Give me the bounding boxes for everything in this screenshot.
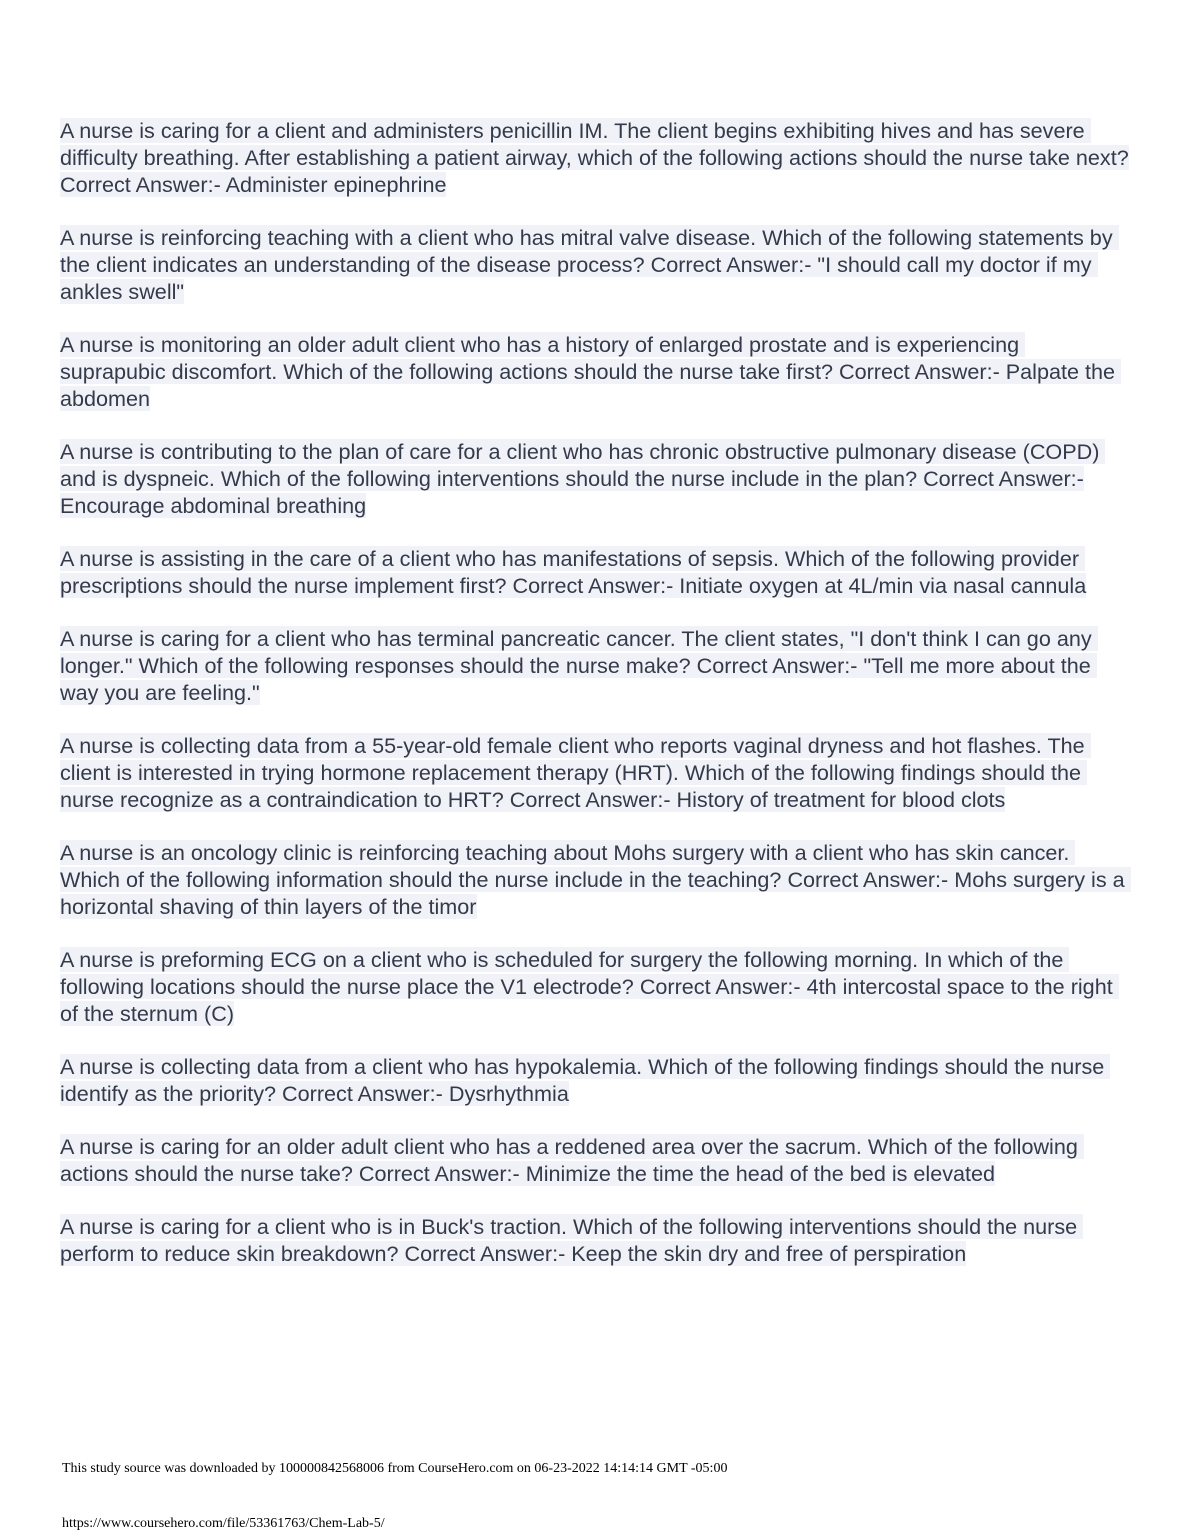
answer-text: Initiate oxygen at 4L/min via nasal cannula (679, 572, 1087, 598)
question-text: A nurse is assisting in the care of a client who has manifestations of sepsis. Which of the following provider prescriptions should the nurse implement first? (60, 545, 1086, 598)
qa-item-1 (60, 118, 1130, 198)
answer-text: Palpate the abdomen (60, 358, 1122, 411)
qa-item-6 (60, 626, 1130, 706)
answer-label: Correct Answer:- (60, 171, 221, 197)
answer-label: Correct Answer:- (696, 652, 858, 678)
answer-label: Correct Answer:- (923, 465, 1084, 491)
answer-text: "I should call my doctor if my ankles swell" (60, 251, 1098, 304)
answer-label: Correct Answer:- (838, 358, 1000, 384)
answer-label: Correct Answer:- (282, 1080, 443, 1106)
question-text: A nurse is caring for a client who is in Buck's traction. Which of the following interventions should the nurse perform to reduce skin breakdown? (60, 1214, 1084, 1267)
question-text: A nurse is reinforcing teaching with a client who has mitral valve disease. Which of the following statements by the client indicates an understanding of the disease process? (60, 224, 1119, 277)
qa-item-11 (60, 1134, 1130, 1188)
qa-item-9 (60, 947, 1130, 1027)
qa-item-3 (60, 332, 1130, 412)
qa-item-5 (60, 546, 1130, 600)
qa-item-8 (60, 840, 1130, 920)
download-notice: This study source was downloaded by 100000842568006 from CourseHero.com on 06-23-2022 14:14:14 GMT -05:00 (62, 1461, 728, 1476)
answer-label: Correct Answer:- (509, 786, 671, 812)
question-text: A nurse is an oncology clinic is reinforcing teaching about Mohs surgery with a client who has skin cancer. Which of the following information should the nurse include in the teaching? (60, 840, 1076, 892)
question-text: A nurse is caring for a client who has terminal pancreatic cancer. The client states, "I don't think I can go any longer." Which of the following responses should the nurse make? (60, 626, 1098, 678)
qa-item-7 (60, 733, 1130, 813)
question-text: A nurse is monitoring an older adult client who has a history of enlarged prostate and is experiencing suprapubic discomfort. Which of the following actions should the nurse take first? (60, 331, 1026, 384)
qa-item-2 (60, 225, 1130, 305)
question-text: A nurse is preforming ECG on a client who is scheduled for surgery the following morning. In which of the following locations should the nurse place the V1 electrode? (60, 947, 1070, 999)
source-url: https://www.coursehero.com/file/53361763/Chem-Lab-5/ (62, 1516, 385, 1531)
question-text: A nurse is contributing to the plan of care for a client who has chronic obstructive pulmonary disease (COPD) and is dyspneic. Which of the following interventions should the nurse include in the plan? (60, 438, 1106, 491)
qa-item-10 (60, 1054, 1130, 1108)
answer-label: Correct Answer:- (404, 1241, 566, 1267)
question-text: A nurse is collecting data from a 55-year-old female client who reports vaginal dryness and hot flashes. The client is interested in trying hormone replacement therapy (HRT). Which of the following findings should the nurse recognize as a contraindication to HRT? (60, 733, 1091, 812)
answer-label: Correct Answer:- (358, 1161, 520, 1187)
answer-text: Administer epinephrine (225, 171, 447, 197)
answer-label: Correct Answer:- (787, 866, 949, 892)
qa-list (60, 118, 1130, 1295)
answer-text: 4th intercostal space to the right of the sternum (C) (60, 973, 1119, 1026)
qa-item-12 (60, 1214, 1130, 1268)
qa-item-4 (60, 439, 1130, 519)
question-text: A nurse is caring for a client and administers penicillin IM. The client begins exhibiting hives and has severe difficulty breathing. After establishing a patient airway, which of the following actions should the nurse take next? (60, 118, 1129, 170)
answer-label: Correct Answer:- (650, 251, 812, 277)
answer-text: History of treatment for blood clots (676, 786, 1006, 812)
question-text: A nurse is caring for an older adult client who has a reddened area over the sacrum. Which of the following actions should the nurse take? (60, 1134, 1084, 1187)
answer-text: Minimize the time the head of the bed is elevated (525, 1161, 996, 1187)
answer-text: Mohs surgery is a horizontal shaving of thin layers of the timor (60, 866, 1131, 919)
answer-text: Keep the skin dry and free of perspiration (571, 1241, 967, 1267)
question-text: A nurse is collecting data from a client who has hypokalemia. Which of the following findings should the nurse identify as the priority? (60, 1054, 1111, 1106)
answer-text: Dysrhythmia (448, 1080, 569, 1106)
answer-text: "Tell me more about the way you are feeling." (60, 652, 1097, 705)
answer-label: Correct Answer:- (512, 572, 674, 598)
answer-label: Correct Answer:- (639, 973, 801, 999)
answer-text: Encourage abdominal breathing (60, 492, 367, 518)
